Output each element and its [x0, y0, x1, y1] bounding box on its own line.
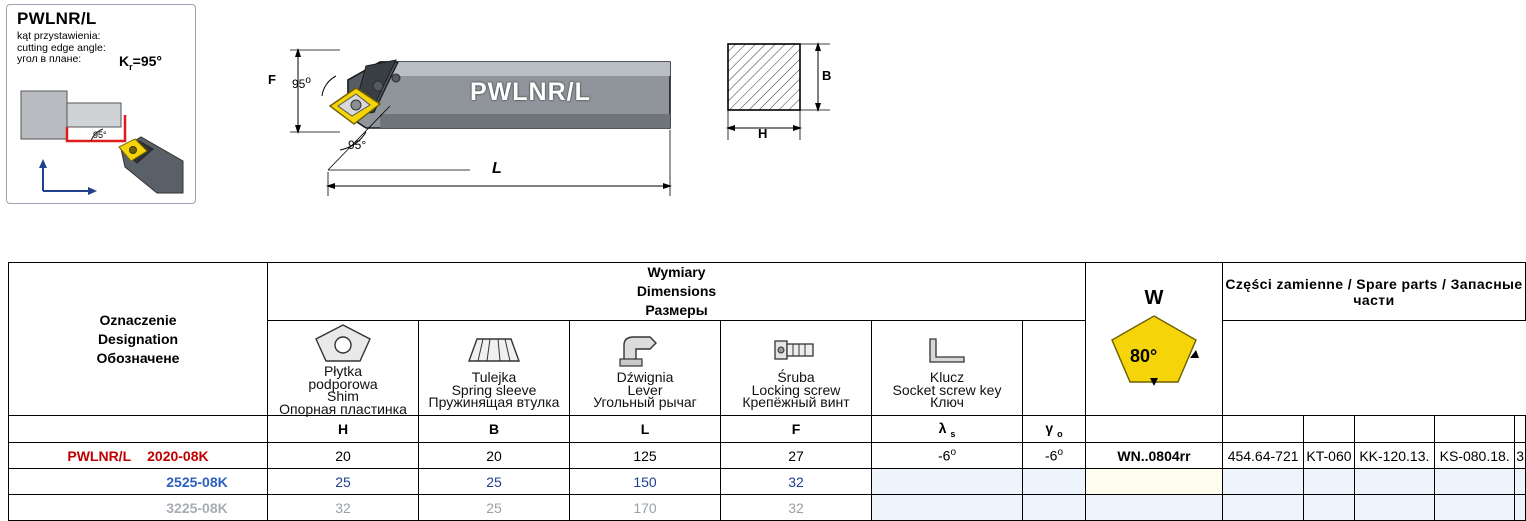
row-2-f: 32 [721, 495, 872, 521]
row-family-0: PWLNR/L [67, 447, 132, 464]
insert-symbol-cell [1086, 263, 1223, 416]
cross-section-drawing [710, 20, 860, 160]
row-1-gamma [1023, 469, 1086, 495]
dimensions-line-pl: Wymiary [647, 264, 706, 280]
col-header-b: B [419, 416, 570, 443]
row-1-h: 25 [268, 469, 419, 495]
row-2-insert [1086, 495, 1223, 521]
row-0-sleeve: KT-060 [1304, 443, 1355, 469]
row-1-lambda [872, 469, 1023, 495]
row-1-key [1515, 469, 1526, 495]
row-2-lever [1354, 495, 1434, 521]
screw-line-0: Śruba [777, 369, 815, 386]
dim-b-label: B [822, 68, 832, 83]
col-header-lambda: λ $_s$ [872, 416, 1023, 443]
row-0-f: 27 [721, 443, 872, 469]
insert-shape-icon [1100, 310, 1208, 388]
row-1-f: 32 [721, 469, 872, 495]
lever-icon [570, 327, 720, 371]
row-0-lever: KK-120.13. [1354, 443, 1434, 469]
legend-angle-label: 95° [93, 130, 107, 140]
row-model-0: 2020-08K [147, 447, 209, 464]
angle-top-label: 95$^o$ [292, 75, 311, 91]
screw-line-1: Locking screw [751, 381, 841, 398]
spare-part-sleeve [419, 321, 570, 416]
table-row[interactable] [9, 495, 1526, 521]
dim-h-label: H [758, 126, 768, 141]
legend-sub-line-pl: kąt przystawienia: [17, 30, 101, 42]
key-line-2: Ключ [930, 394, 964, 411]
row-1-l: 150 [570, 469, 721, 495]
row-1-shim [1223, 469, 1304, 495]
row-2-lambda [872, 495, 1023, 521]
lever-line-0: Dźwignia [616, 369, 674, 386]
col-header-gamma: γ $_o$ [1023, 416, 1086, 443]
legend-kr-label: $K_r=95^\circ$ [119, 53, 162, 72]
angle-bottom-label: 95° [348, 138, 367, 152]
cross-section-svg [710, 20, 860, 160]
legend-subtitle [17, 31, 106, 66]
tool-body-label: PWLNR/L [470, 78, 591, 106]
row-2-key [1515, 495, 1526, 521]
specification-table [8, 262, 1526, 521]
spare-parts-header: Części zamienne / Spare parts / Запасные части [1223, 263, 1526, 321]
designation-col-spacer [9, 416, 268, 443]
legend-sub-line-en: cutting edge angle: [17, 41, 106, 54]
lever-line-1: Lever [627, 381, 663, 398]
row-1-lever [1354, 469, 1434, 495]
row-0-h: 20 [268, 443, 419, 469]
designation-header [9, 263, 268, 416]
row-0-lambda: -6$^o$ [872, 443, 1023, 469]
dimensions-header [268, 263, 1086, 321]
row-2-shim [1223, 495, 1304, 521]
table-row[interactable] [9, 443, 1526, 469]
spare-part-lever [570, 321, 721, 416]
screw-line-2: Крепёжный винт [742, 394, 850, 411]
insert-letter: W [1144, 287, 1164, 309]
main-tool-drawing [270, 20, 690, 210]
row-2-sleeve [1304, 495, 1355, 521]
designation-line-ru: Обозначене [96, 349, 180, 366]
row-0-key: 3 [1515, 443, 1526, 469]
row-0-b: 20 [419, 443, 570, 469]
lever-line-2: Угольный рычаг [593, 394, 697, 411]
socket-key-icon [872, 327, 1022, 371]
screw-col-spacer [1435, 416, 1515, 443]
row-0-gamma: -6$^o$ [1023, 443, 1086, 469]
row-0-l: 125 [570, 443, 721, 469]
row-1-b: 25 [419, 469, 570, 495]
row-0-screw: KS-080.18. [1435, 443, 1515, 469]
shim-col-spacer [1223, 416, 1304, 443]
spare-part-shim [268, 321, 419, 416]
insert-col-spacer [1086, 416, 1223, 443]
dim-f-label: F [268, 72, 276, 87]
row-0-insert: WN..0804rr [1086, 443, 1223, 469]
shim-line-3: Опорная пластинка [279, 400, 407, 417]
legend-box [6, 4, 196, 204]
lever-col-spacer [1354, 416, 1434, 443]
legend-title: PWLNR/L [17, 9, 97, 28]
row-2-l: 170 [570, 495, 721, 521]
legend-figure [7, 63, 195, 203]
row-model-2: 3225-08K [166, 499, 228, 516]
row-1-sleeve [1304, 469, 1355, 495]
dim-l-label: L [492, 160, 502, 177]
shim-line-2: Shim [327, 388, 359, 404]
spring-sleeve-icon [419, 327, 569, 371]
shim-icon [268, 321, 418, 365]
dimensions-line-en: Dimensions [636, 283, 717, 299]
col-header-l: L [570, 416, 721, 443]
row-2-screw [1435, 495, 1515, 521]
key-col-spacer [1515, 416, 1526, 443]
table-row[interactable] [9, 469, 1526, 495]
designation-line-pl: Oznaczenie [99, 311, 177, 328]
locking-screw-icon [721, 327, 871, 371]
row-2-b: 25 [419, 495, 570, 521]
key-line-1: Socket screw key [892, 381, 1002, 398]
main-tool-svg [270, 20, 690, 210]
designation-line-en: Designation [97, 330, 179, 347]
key-line-0: Klucz [929, 369, 965, 386]
shim-line-1: podporowa [308, 375, 378, 392]
row-0-shim: 454.64-721 [1223, 443, 1304, 469]
row-2-gamma [1023, 495, 1086, 521]
sleeve-line-2: Пружинящая втулка [428, 394, 560, 411]
row-1-insert [1086, 469, 1223, 495]
row-2-h: 32 [268, 495, 419, 521]
dimensions-line-ru: Размеры [645, 302, 708, 318]
spare-part-key [872, 321, 1023, 416]
sleeve-line-0: Tulejka [471, 369, 517, 386]
row-model-1: 2525-08K [166, 473, 228, 490]
col-header-f: F [721, 416, 872, 443]
sleeve-line-1: Spring sleeve [451, 381, 537, 398]
legend-sub-line-ru: угол в плане: [17, 53, 82, 65]
col-header-h: H [268, 416, 419, 443]
svg-text:80°: 80° [1130, 346, 1158, 366]
shim-line-0: Płytka [323, 363, 363, 379]
row-1-screw [1435, 469, 1515, 495]
spare-part-screw [721, 321, 872, 416]
sleeve-col-spacer [1304, 416, 1355, 443]
